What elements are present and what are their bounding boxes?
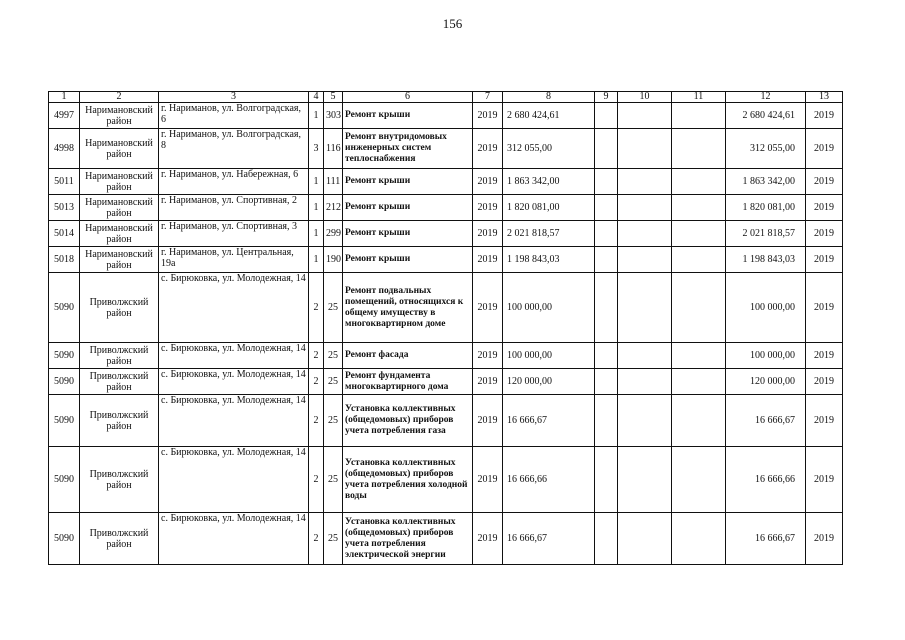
col9-cell bbox=[595, 395, 618, 447]
col11-cell bbox=[672, 103, 726, 129]
amount-cell: 16 666,67 bbox=[503, 395, 595, 447]
col9-cell bbox=[595, 129, 618, 169]
col11-cell bbox=[672, 195, 726, 221]
address-cell: г. Нариманов, ул. Волгоградская, 8 bbox=[159, 129, 309, 169]
row-id-cell: 5090 bbox=[49, 395, 80, 447]
year-end-cell: 2019 bbox=[806, 395, 843, 447]
col4-cell: 1 bbox=[309, 103, 324, 129]
col11-cell bbox=[672, 169, 726, 195]
col9-cell bbox=[595, 247, 618, 273]
col9-cell bbox=[595, 103, 618, 129]
year-cell: 2019 bbox=[473, 273, 503, 343]
col4-cell: 2 bbox=[309, 513, 324, 565]
col5-cell: 25 bbox=[324, 447, 343, 513]
address-cell: г. Нариманов, ул. Волгоградская, 6 bbox=[159, 103, 309, 129]
year-cell: 2019 bbox=[473, 103, 503, 129]
col10-cell bbox=[618, 513, 672, 565]
work-type-cell: Установка коллективных (общедомовых) приборов учета потребления газа bbox=[343, 395, 473, 447]
district-cell: Наримановский район bbox=[80, 129, 159, 169]
year-end-cell: 2019 bbox=[806, 273, 843, 343]
col9-cell bbox=[595, 221, 618, 247]
col11-cell bbox=[672, 273, 726, 343]
col10-cell bbox=[618, 221, 672, 247]
col4-cell: 2 bbox=[309, 369, 324, 395]
district-cell: Приволжский район bbox=[80, 447, 159, 513]
table-row bbox=[49, 169, 843, 195]
header-cell: 4 bbox=[309, 92, 324, 103]
district-cell: Приволжский район bbox=[80, 395, 159, 447]
header-cell: 7 bbox=[473, 92, 503, 103]
year-cell: 2019 bbox=[473, 513, 503, 565]
year-cell: 2019 bbox=[473, 169, 503, 195]
amount-cell: 1 820 081,00 bbox=[503, 195, 595, 221]
total-cell: 1 198 843,03 bbox=[726, 247, 806, 273]
table-header-row bbox=[49, 92, 843, 103]
year-end-cell: 2019 bbox=[806, 513, 843, 565]
address-cell: г. Нариманов, ул. Центральная, 19а bbox=[159, 247, 309, 273]
address-cell: с. Бирюковка, ул. Молодежная, 14 bbox=[159, 395, 309, 447]
year-end-cell: 2019 bbox=[806, 247, 843, 273]
col5-cell: 111 bbox=[324, 169, 343, 195]
row-id-cell: 5090 bbox=[49, 513, 80, 565]
year-cell: 2019 bbox=[473, 447, 503, 513]
header-cell: 6 bbox=[343, 92, 473, 103]
amount-cell: 2 021 818,57 bbox=[503, 221, 595, 247]
col4-cell: 2 bbox=[309, 447, 324, 513]
col9-cell bbox=[595, 343, 618, 369]
col5-cell: 25 bbox=[324, 273, 343, 343]
col10-cell bbox=[618, 273, 672, 343]
col10-cell bbox=[618, 343, 672, 369]
row-id-cell: 4998 bbox=[49, 129, 80, 169]
year-end-cell: 2019 bbox=[806, 195, 843, 221]
col5-cell: 303 bbox=[324, 103, 343, 129]
year-cell: 2019 bbox=[473, 195, 503, 221]
year-cell: 2019 bbox=[473, 221, 503, 247]
header-cell: 5 bbox=[324, 92, 343, 103]
year-end-cell: 2019 bbox=[806, 129, 843, 169]
col10-cell bbox=[618, 447, 672, 513]
header-cell: 13 bbox=[806, 92, 843, 103]
table-row bbox=[49, 195, 843, 221]
col4-cell: 2 bbox=[309, 343, 324, 369]
col10-cell bbox=[618, 247, 672, 273]
district-cell: Наримановский район bbox=[80, 169, 159, 195]
col4-cell: 3 bbox=[309, 129, 324, 169]
district-cell: Наримановский район bbox=[80, 247, 159, 273]
total-cell: 1 863 342,00 bbox=[726, 169, 806, 195]
col10-cell bbox=[618, 129, 672, 169]
row-id-cell: 5018 bbox=[49, 247, 80, 273]
col5-cell: 25 bbox=[324, 513, 343, 565]
col10-cell bbox=[618, 195, 672, 221]
row-id-cell: 5014 bbox=[49, 221, 80, 247]
table-row bbox=[49, 447, 843, 513]
address-cell: г. Нариманов, ул. Набережная, 6 bbox=[159, 169, 309, 195]
header-cell: 2 bbox=[80, 92, 159, 103]
work-type-cell: Ремонт крыши bbox=[343, 247, 473, 273]
col4-cell: 1 bbox=[309, 169, 324, 195]
col5-cell: 25 bbox=[324, 343, 343, 369]
row-id-cell: 5090 bbox=[49, 273, 80, 343]
amount-cell: 1 863 342,00 bbox=[503, 169, 595, 195]
col4-cell: 1 bbox=[309, 221, 324, 247]
work-type-cell: Ремонт фундамента многоквартирного дома bbox=[343, 369, 473, 395]
district-cell: Наримановский район bbox=[80, 221, 159, 247]
table-row bbox=[49, 513, 843, 565]
col4-cell: 2 bbox=[309, 273, 324, 343]
row-id-cell: 5090 bbox=[49, 447, 80, 513]
work-type-cell: Ремонт крыши bbox=[343, 169, 473, 195]
total-cell: 100 000,00 bbox=[726, 343, 806, 369]
district-cell: Наримановский район bbox=[80, 103, 159, 129]
year-cell: 2019 bbox=[473, 247, 503, 273]
col5-cell: 25 bbox=[324, 369, 343, 395]
total-cell: 2 021 818,57 bbox=[726, 221, 806, 247]
table-row bbox=[49, 103, 843, 129]
amount-cell: 2 680 424,61 bbox=[503, 103, 595, 129]
col11-cell bbox=[672, 129, 726, 169]
year-end-cell: 2019 bbox=[806, 169, 843, 195]
col10-cell bbox=[618, 103, 672, 129]
work-type-cell: Установка коллективных (общедомовых) приборов учета потребления электрической энергии bbox=[343, 513, 473, 565]
row-id-cell: 4997 bbox=[49, 103, 80, 129]
work-type-cell: Ремонт подвальных помещений, относящихся к общему имуществу в многоквартирном доме bbox=[343, 273, 473, 343]
year-end-cell: 2019 bbox=[806, 221, 843, 247]
row-id-cell: 5090 bbox=[49, 343, 80, 369]
work-type-cell: Ремонт крыши bbox=[343, 221, 473, 247]
table-row bbox=[49, 129, 843, 169]
col5-cell: 190 bbox=[324, 247, 343, 273]
address-cell: с. Бирюковка, ул. Молодежная, 14 bbox=[159, 343, 309, 369]
col9-cell bbox=[595, 195, 618, 221]
row-id-cell: 5090 bbox=[49, 369, 80, 395]
col11-cell bbox=[672, 369, 726, 395]
col11-cell bbox=[672, 221, 726, 247]
total-cell: 100 000,00 bbox=[726, 273, 806, 343]
district-cell: Приволжский район bbox=[80, 273, 159, 343]
address-cell: с. Бирюковка, ул. Молодежная, 14 bbox=[159, 369, 309, 395]
col4-cell: 1 bbox=[309, 195, 324, 221]
year-cell: 2019 bbox=[473, 343, 503, 369]
table-row bbox=[49, 247, 843, 273]
row-id-cell: 5011 bbox=[49, 169, 80, 195]
district-cell: Наримановский район bbox=[80, 195, 159, 221]
col4-cell: 1 bbox=[309, 247, 324, 273]
district-cell: Приволжский район bbox=[80, 343, 159, 369]
col9-cell bbox=[595, 447, 618, 513]
col9-cell bbox=[595, 273, 618, 343]
col5-cell: 25 bbox=[324, 395, 343, 447]
col4-cell: 2 bbox=[309, 395, 324, 447]
address-cell: с. Бирюковка, ул. Молодежная, 14 bbox=[159, 447, 309, 513]
page-number: 156 bbox=[442, 16, 463, 31]
col5-cell: 116 bbox=[324, 129, 343, 169]
work-type-cell: Ремонт фасада bbox=[343, 343, 473, 369]
work-type-cell: Установка коллективных (общедомовых) приборов учета потребления холодной воды bbox=[343, 447, 473, 513]
table-row bbox=[49, 273, 843, 343]
year-end-cell: 2019 bbox=[806, 369, 843, 395]
table-row bbox=[49, 221, 843, 247]
year-end-cell: 2019 bbox=[806, 343, 843, 369]
col11-cell bbox=[672, 447, 726, 513]
col10-cell bbox=[618, 369, 672, 395]
amount-cell: 120 000,00 bbox=[503, 369, 595, 395]
total-cell: 2 680 424,61 bbox=[726, 103, 806, 129]
district-cell: Приволжский район bbox=[80, 513, 159, 565]
header-cell: 11 bbox=[672, 92, 726, 103]
header-cell: 9 bbox=[595, 92, 618, 103]
col5-cell: 212 bbox=[324, 195, 343, 221]
total-cell: 16 666,67 bbox=[726, 395, 806, 447]
work-type-cell: Ремонт внутридомовых инженерных систем теплоснабжения bbox=[343, 129, 473, 169]
work-type-cell: Ремонт крыши bbox=[343, 195, 473, 221]
total-cell: 16 666,67 bbox=[726, 513, 806, 565]
col10-cell bbox=[618, 169, 672, 195]
year-end-cell: 2019 bbox=[806, 447, 843, 513]
table-row bbox=[49, 369, 843, 395]
address-cell: с. Бирюковка, ул. Молодежная, 14 bbox=[159, 273, 309, 343]
amount-cell: 16 666,66 bbox=[503, 447, 595, 513]
col9-cell bbox=[595, 169, 618, 195]
district-cell: Приволжский район bbox=[80, 369, 159, 395]
row-id-cell: 5013 bbox=[49, 195, 80, 221]
amount-cell: 312 055,00 bbox=[503, 129, 595, 169]
header-cell: 1 bbox=[49, 92, 80, 103]
col5-cell: 299 bbox=[324, 221, 343, 247]
repair-program-table bbox=[48, 91, 843, 565]
work-type-cell: Ремонт крыши bbox=[343, 103, 473, 129]
total-cell: 1 820 081,00 bbox=[726, 195, 806, 221]
address-cell: с. Бирюковка, ул. Молодежная, 14 bbox=[159, 513, 309, 565]
year-cell: 2019 bbox=[473, 369, 503, 395]
amount-cell: 16 666,67 bbox=[503, 513, 595, 565]
header-cell: 8 bbox=[503, 92, 595, 103]
table-row bbox=[49, 343, 843, 369]
col11-cell bbox=[672, 395, 726, 447]
col9-cell bbox=[595, 513, 618, 565]
year-cell: 2019 bbox=[473, 395, 503, 447]
total-cell: 16 666,66 bbox=[726, 447, 806, 513]
col11-cell bbox=[672, 513, 726, 565]
header-cell: 10 bbox=[618, 92, 672, 103]
col9-cell bbox=[595, 369, 618, 395]
address-cell: г. Нариманов, ул. Спортивная, 3 bbox=[159, 221, 309, 247]
table-row bbox=[49, 395, 843, 447]
col10-cell bbox=[618, 395, 672, 447]
header-cell: 12 bbox=[726, 92, 806, 103]
address-cell: г. Нариманов, ул. Спортивная, 2 bbox=[159, 195, 309, 221]
header-cell: 3 bbox=[159, 92, 309, 103]
year-cell: 2019 bbox=[473, 129, 503, 169]
amount-cell: 100 000,00 bbox=[503, 273, 595, 343]
col11-cell bbox=[672, 343, 726, 369]
total-cell: 312 055,00 bbox=[726, 129, 806, 169]
amount-cell: 100 000,00 bbox=[503, 343, 595, 369]
amount-cell: 1 198 843,03 bbox=[503, 247, 595, 273]
col11-cell bbox=[672, 247, 726, 273]
total-cell: 120 000,00 bbox=[726, 369, 806, 395]
year-end-cell: 2019 bbox=[806, 103, 843, 129]
table-body bbox=[49, 103, 843, 565]
